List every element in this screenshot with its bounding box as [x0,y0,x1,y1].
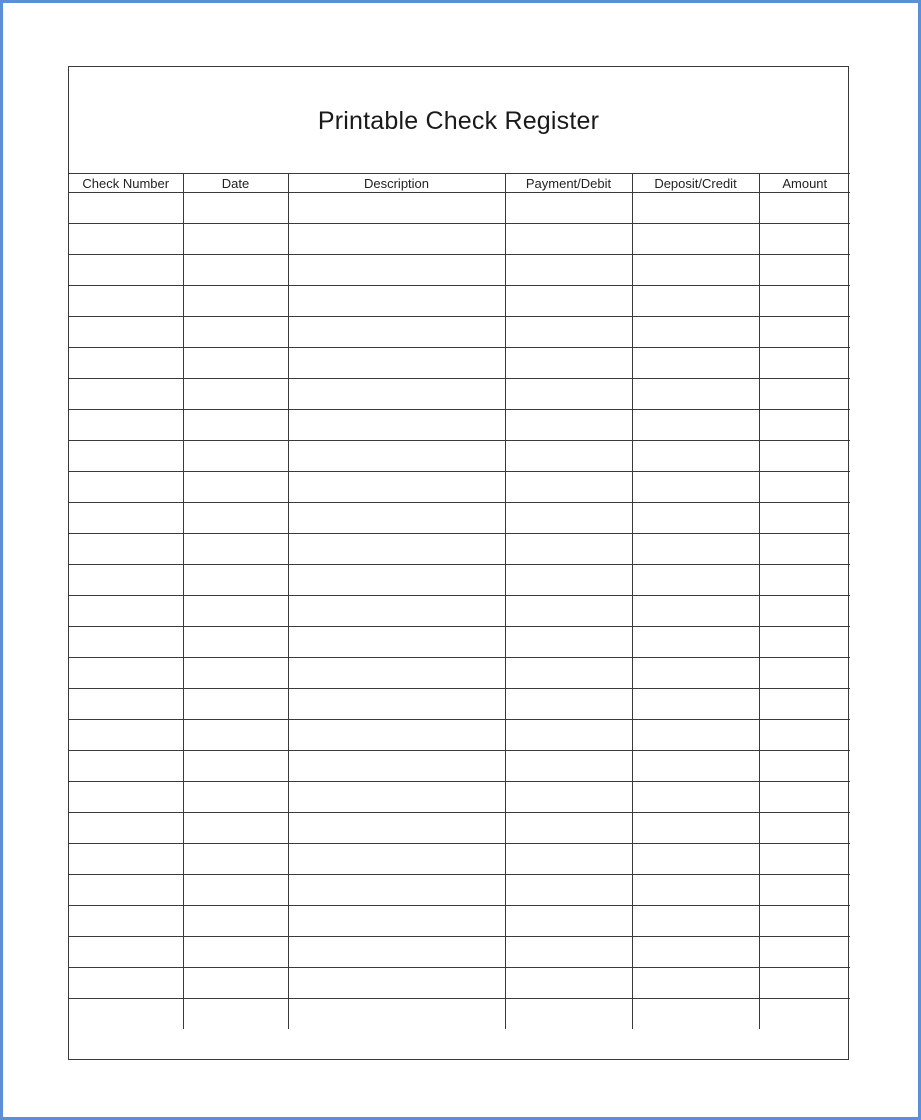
check-number-cell [69,906,183,937]
description-cell [288,906,505,937]
payment-debit-cell [505,658,632,689]
payment-debit-cell [505,813,632,844]
table-row [69,751,850,782]
check-number-cell [69,224,183,255]
check-register-form [68,66,849,1060]
deposit-credit-cell [632,348,759,379]
table-row [69,503,850,534]
table-row [69,534,850,565]
deposit-credit-cell [632,751,759,782]
table-row [69,348,850,379]
description-cell [288,224,505,255]
check-number-cell [69,627,183,658]
amount-cell [759,286,850,317]
table-row [69,875,850,906]
table-row [69,968,850,999]
description-cell [288,844,505,875]
description-cell [288,286,505,317]
payment-debit-cell [505,720,632,751]
amount-cell [759,937,850,968]
date-cell [183,503,288,534]
table-row [69,782,850,813]
amount-cell [759,503,850,534]
deposit-credit-cell [632,689,759,720]
payment-debit-cell [505,968,632,999]
column-header-amount: Amount [759,174,850,193]
table-row [69,813,850,844]
date-cell [183,286,288,317]
amount-cell [759,968,850,999]
amount-cell [759,410,850,441]
description-cell [288,968,505,999]
description-cell [288,937,505,968]
check-number-cell [69,472,183,503]
date-cell [183,534,288,565]
deposit-credit-cell [632,565,759,596]
description-cell [288,658,505,689]
description-cell [288,751,505,782]
register-body [69,193,850,1030]
check-number-cell [69,441,183,472]
date-cell [183,317,288,348]
check-number-cell [69,813,183,844]
table-row [69,441,850,472]
deposit-credit-cell [632,782,759,813]
check-number-cell [69,348,183,379]
deposit-credit-cell [632,627,759,658]
table-row [69,410,850,441]
amount-cell [759,658,850,689]
description-cell [288,193,505,224]
date-cell [183,813,288,844]
check-number-cell [69,596,183,627]
date-cell [183,255,288,286]
payment-debit-cell [505,193,632,224]
amount-cell [759,999,850,1030]
payment-debit-cell [505,534,632,565]
check-number-cell [69,720,183,751]
date-cell [183,472,288,503]
description-cell [288,627,505,658]
deposit-credit-cell [632,317,759,348]
payment-debit-cell [505,782,632,813]
column-header-deposit-credit: Deposit/Credit [632,174,759,193]
description-cell [288,317,505,348]
deposit-credit-cell [632,503,759,534]
payment-debit-cell [505,751,632,782]
payment-debit-cell [505,348,632,379]
amount-cell [759,534,850,565]
table-row [69,658,850,689]
table-row [69,844,850,875]
check-number-cell [69,999,183,1030]
deposit-credit-cell [632,720,759,751]
column-header-date: Date [183,174,288,193]
payment-debit-cell [505,503,632,534]
deposit-credit-cell [632,472,759,503]
table-row [69,627,850,658]
table-row [69,317,850,348]
table-row [69,286,850,317]
payment-debit-cell [505,410,632,441]
amount-cell [759,348,850,379]
amount-cell [759,689,850,720]
date-cell [183,379,288,410]
amount-cell [759,224,850,255]
check-number-cell [69,255,183,286]
payment-debit-cell [505,627,632,658]
check-number-cell [69,503,183,534]
check-number-cell [69,565,183,596]
amount-cell [759,255,850,286]
date-cell [183,410,288,441]
amount-cell [759,875,850,906]
amount-cell [759,844,850,875]
description-cell [288,441,505,472]
payment-debit-cell [505,255,632,286]
table-row [69,255,850,286]
table-row [69,472,850,503]
description-cell [288,534,505,565]
payment-debit-cell [505,689,632,720]
deposit-credit-cell [632,410,759,441]
column-header-check-number: Check Number [69,174,183,193]
check-number-cell [69,317,183,348]
date-cell [183,441,288,472]
description-cell [288,875,505,906]
payment-debit-cell [505,379,632,410]
register-table [69,173,850,1029]
date-cell [183,875,288,906]
payment-debit-cell [505,441,632,472]
description-cell [288,472,505,503]
table-row [69,937,850,968]
date-cell [183,689,288,720]
deposit-credit-cell [632,844,759,875]
payment-debit-cell [505,844,632,875]
payment-debit-cell [505,472,632,503]
payment-debit-cell [505,937,632,968]
description-cell [288,255,505,286]
amount-cell [759,813,850,844]
payment-debit-cell [505,999,632,1030]
description-cell [288,720,505,751]
deposit-credit-cell [632,999,759,1030]
deposit-credit-cell [632,534,759,565]
description-cell [288,379,505,410]
date-cell [183,224,288,255]
check-number-cell [69,844,183,875]
date-cell [183,596,288,627]
date-cell [183,844,288,875]
page-title: Printable Check Register [317,107,600,135]
description-cell [288,596,505,627]
date-cell [183,906,288,937]
amount-cell [759,720,850,751]
date-cell [183,658,288,689]
amount-cell [759,472,850,503]
column-header-payment-debit: Payment/Debit [505,174,632,193]
amount-cell [759,441,850,472]
payment-debit-cell [505,317,632,348]
date-cell [183,937,288,968]
deposit-credit-cell [632,937,759,968]
amount-cell [759,906,850,937]
title-area [69,67,848,173]
deposit-credit-cell [632,193,759,224]
deposit-credit-cell [632,379,759,410]
deposit-credit-cell [632,813,759,844]
date-cell [183,348,288,379]
column-header-description: Description [288,174,505,193]
table-row [69,193,850,224]
date-cell [183,999,288,1030]
amount-cell [759,751,850,782]
date-cell [183,968,288,999]
date-cell [183,627,288,658]
table-row [69,565,850,596]
check-number-cell [69,658,183,689]
check-number-cell [69,968,183,999]
table-header-row [69,174,850,193]
check-number-cell [69,193,183,224]
payment-debit-cell [505,224,632,255]
date-cell [183,565,288,596]
table-row [69,224,850,255]
deposit-credit-cell [632,441,759,472]
table-row [69,689,850,720]
table-row [69,999,850,1030]
table-row [69,596,850,627]
deposit-credit-cell [632,286,759,317]
description-cell [288,503,505,534]
deposit-credit-cell [632,255,759,286]
payment-debit-cell [505,596,632,627]
deposit-credit-cell [632,224,759,255]
payment-debit-cell [505,906,632,937]
date-cell [183,193,288,224]
date-cell [183,751,288,782]
check-number-cell [69,534,183,565]
description-cell [288,689,505,720]
description-cell [288,410,505,441]
amount-cell [759,379,850,410]
deposit-credit-cell [632,968,759,999]
table-row [69,906,850,937]
amount-cell [759,627,850,658]
amount-cell [759,193,850,224]
description-cell [288,782,505,813]
amount-cell [759,317,850,348]
check-number-cell [69,689,183,720]
deposit-credit-cell [632,875,759,906]
description-cell [288,565,505,596]
payment-debit-cell [505,875,632,906]
deposit-credit-cell [632,658,759,689]
check-number-cell [69,286,183,317]
description-cell [288,348,505,379]
payment-debit-cell [505,565,632,596]
deposit-credit-cell [632,906,759,937]
date-cell [183,782,288,813]
check-number-cell [69,937,183,968]
check-number-cell [69,379,183,410]
description-cell [288,999,505,1030]
amount-cell [759,565,850,596]
amount-cell [759,782,850,813]
payment-debit-cell [505,286,632,317]
description-cell [288,813,505,844]
table-row [69,379,850,410]
check-number-cell [69,410,183,441]
check-number-cell [69,875,183,906]
date-cell [183,720,288,751]
deposit-credit-cell [632,596,759,627]
table-row [69,720,850,751]
check-number-cell [69,782,183,813]
check-number-cell [69,751,183,782]
amount-cell [759,596,850,627]
